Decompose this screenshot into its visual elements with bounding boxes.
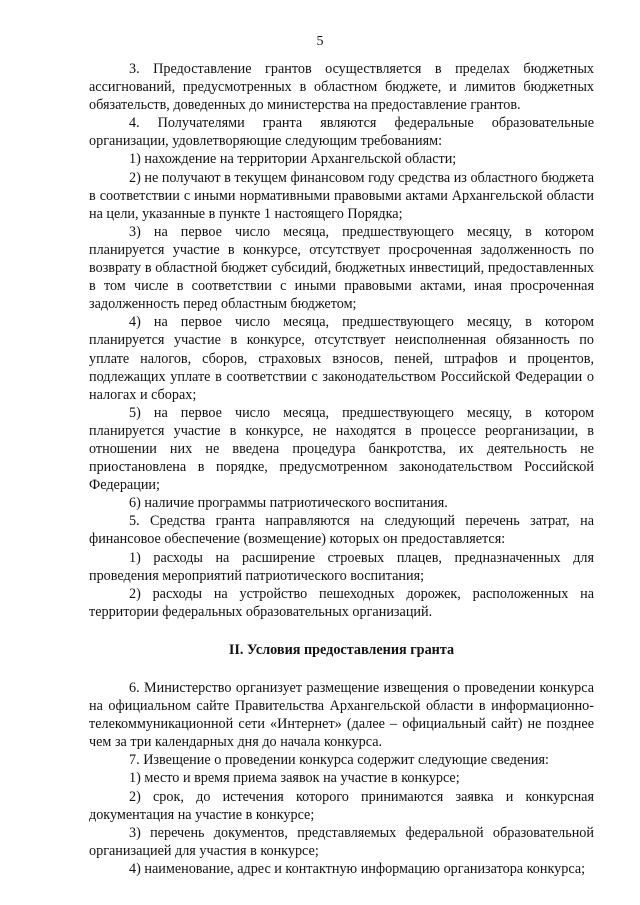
page-number: 5 bbox=[316, 34, 324, 49]
paragraph: 2) расходы на устройство пешеходных дорожек, расположенных на территории федеральных образовательных организаций. bbox=[89, 585, 594, 620]
document-body bbox=[89, 60, 594, 878]
paragraph: 3) перечень документов, представляемых федеральной образовательной организацией для участия в конкурсе; bbox=[89, 824, 594, 859]
paragraph: 2) не получают в текущем финансовом году средства из областного бюджета в соответствии с иными нормативными правовыми актами Архангельской области на цели, указанные в пункте 1 настоящего Порядка; bbox=[89, 169, 594, 222]
paragraph: 7. Извещение о проведении конкурса содержит следующие сведения: bbox=[129, 752, 549, 769]
paragraph: 3. Предоставление грантов осуществляется в пределах бюджетных ассигнований, предусмотренных в областном бюджете, и лимитов бюджетных обязательств, доведенных до министерства на предоставление грантов. bbox=[89, 61, 594, 114]
section-heading: II. Условия предоставления гранта bbox=[228, 641, 455, 658]
paragraph: 1) место и время приема заявок на участие в конкурсе; bbox=[129, 770, 460, 787]
paragraph: 6. Министерство организует размещение извещения о проведении конкурса на официальном сайте Правительства Архангельской области в информационно-телекоммуникационной сети «Интернет» (далее – официальный сайт) не позднее чем за три календарных дня до начала конкурса. bbox=[89, 680, 594, 751]
paragraph: 1) нахождение на территории Архангельской области; bbox=[129, 151, 457, 168]
paragraph: 4. Получателями гранта являются федеральные образовательные организации, удовлетворяющие следующим требованиям: bbox=[89, 115, 594, 150]
paragraph: 3) на первое число месяца, предшествующего месяцу, в котором планируется участие в конкурсе, отсутствует просроченная задолженность по возврату в областной бюджет субсидий, бюджетных инвестиций, предоставленных в том числе в соответствии с иными правовыми актами, иная просроченная задолженность перед областным бюджетом; bbox=[89, 223, 594, 313]
paragraph: 1) расходы на расширение строевых плацев, предназначенных для проведения мероприятий патриотического воспитания; bbox=[89, 549, 594, 584]
paragraph: 5) на первое число месяца, предшествующего месяцу, в котором планируется участие в конкурсе, не находятся в процессе реорганизации, в отношении них не введена процедура банкротства, их деятельность не приостановлена в порядке, предусмотренном законодательством Российской Федерации; bbox=[89, 404, 594, 494]
paragraph: 2) срок, до истечения которого принимаются заявка и конкурсная документация на участие в конкурсе; bbox=[89, 788, 594, 823]
paragraph: 4) наименование, адрес и контактную информацию организатора конкурса; bbox=[129, 860, 586, 877]
paragraph: 6) наличие программы патриотического воспитания. bbox=[129, 495, 448, 512]
paragraph: 5. Средства гранта направляются на следующий перечень затрат, на финансовое обеспечение (возмещение) которых он предоставляется: bbox=[89, 513, 594, 548]
paragraph: 4) на первое число месяца, предшествующего месяцу, в котором планируется участие в конкурсе, отсутствует неисполненная обязанность по уплате налогов, сборов, страховых взносов, пеней, штрафов и процентов, подлежащих уплате в соответствии с законодательством Российской Федерации о налогах и сборах; bbox=[89, 314, 594, 403]
